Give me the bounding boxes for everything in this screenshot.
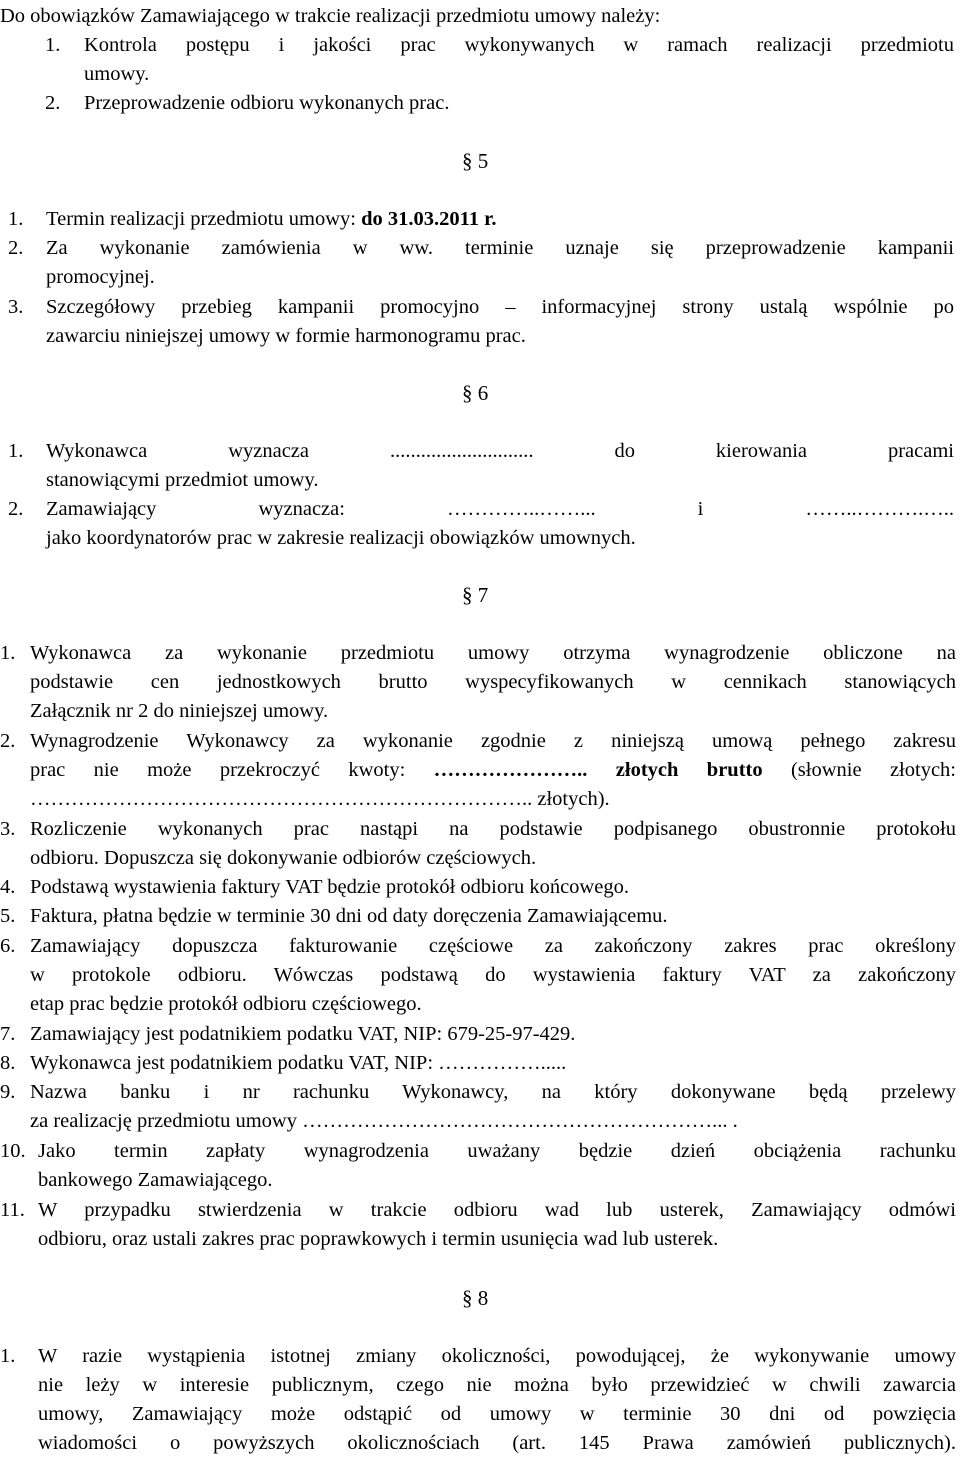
list-item-text: odbioru. Dopuszcza się dokonywanie odbiorów częściowych.: [30, 847, 537, 869]
list-item-text: Termin realizacji przedmiotu umowy: do 31.03.2011 r.: [46, 208, 497, 230]
intro-item-number: 1.: [45, 34, 61, 56]
list-item-text: Wykonawca za wykonanie przedmiotu umowy otrzyma wynagrodzenie obliczone na: [30, 642, 956, 664]
list-item-text: w protokole odbioru. Wówczas podstawą do wystawienia faktury VAT za zakończony: [30, 964, 956, 986]
list-item-number: 9.: [0, 1081, 16, 1103]
list-item-text: Jako termin zapłaty wynagrodzenia uważany będzie dzień obciążenia rachunku: [38, 1140, 956, 1162]
list-item-number: 3.: [0, 818, 16, 840]
list-item-text: nie leży w interesie publicznym, czego nie można było przewidzieć w chwili zawarcia: [38, 1374, 956, 1396]
section-heading-7: § 7: [462, 583, 489, 607]
list-item-text: W razie wystąpienia istotnej zmiany okoliczności, powodującej, że wykonywanie umowy: [38, 1345, 956, 1367]
intro-item-number: 2.: [45, 92, 61, 114]
list-item-number: 2.: [8, 498, 24, 520]
list-item-number: 4.: [0, 876, 16, 898]
list-item-text: stanowiącymi przedmiot umowy.: [46, 469, 319, 491]
intro-item-text: Przeprowadzenie odbioru wykonanych prac.: [84, 92, 450, 114]
list-item-text: Wykonawca jest podatnikiem podatku VAT, NIP: …………….....: [30, 1052, 567, 1074]
list-item-number: 10.: [0, 1140, 26, 1162]
section-heading-5: § 5: [462, 149, 489, 173]
list-item-number: 2.: [8, 237, 24, 259]
list-item-number: 3.: [8, 296, 24, 318]
list-item-text: jako koordynatorów prac w zakresie realizacji obowiązków umownych.: [46, 527, 636, 549]
section-heading-6: § 6: [462, 381, 489, 405]
list-item-text: bankowego Zamawiającego.: [38, 1169, 273, 1191]
list-item-text: Nazwa banku i nr rachunku Wykonawcy, na który dokonywane będą przelewy: [30, 1081, 956, 1103]
list-item-text: ……………………………………………………………….. złotych).: [30, 788, 610, 810]
list-item-text: Za wykonanie zamówienia w ww. terminie uznaje się przeprowadzenie kampanii: [46, 237, 954, 259]
intro-item-text: umowy.: [84, 63, 150, 85]
list-item-text: Szczegółowy przebieg kampanii promocyjno – informacyjnej strony ustalą wspólnie po: [46, 296, 954, 318]
deadline-date: do 31.03.2011 r.: [361, 208, 497, 230]
list-item-number: 2.: [0, 730, 16, 752]
amount-placeholder: ………………….. złotych brutto: [433, 759, 763, 781]
list-item-number: 1.: [0, 642, 16, 664]
list-item-number: 1.: [8, 440, 24, 462]
list-item-text: Załącznik nr 2 do niniejszej umowy.: [30, 700, 329, 722]
intro-text: Do obowiązków Zamawiającego w trakcie realizacji przedmiotu umowy należy:: [0, 5, 661, 27]
list-item-text: Rozliczenie wykonanych prac nastąpi na podstawie podpisanego obustronnie protokołu: [30, 818, 956, 840]
list-item-text: odbioru, oraz ustali zakres prac poprawkowych i termin usunięcia wad lub usterek.: [38, 1228, 719, 1250]
list-item-number: 1.: [0, 1345, 16, 1367]
list-item-number: 8.: [0, 1052, 16, 1074]
list-item-text: za realizację przedmiotu umowy ……………………………………………………... .: [30, 1110, 738, 1132]
list-item-text: Zamawiający jest podatnikiem podatku VAT, NIP: 679-25-97-429.: [30, 1023, 576, 1045]
list-item-text: Podstawą wystawienia faktury VAT będzie protokół odbioru końcowego.: [30, 876, 629, 898]
list-item-number: 1.: [8, 208, 24, 230]
list-item-text: promocyjnej.: [46, 266, 155, 288]
list-item-text: prac nie może przekroczyć kwoty: ………………….. złotych brutto (słownie złotych:: [30, 759, 956, 781]
list-item-number: 11.: [0, 1199, 25, 1221]
list-item-text: Faktura, płatna będzie w terminie 30 dni od daty doręczenia Zamawiającemu.: [30, 905, 668, 927]
list-item-number: 7.: [0, 1023, 16, 1045]
list-item-text: Wykonawca wyznacza ............................ do kierowania pracami: [46, 440, 954, 462]
list-item-text: etap prac będzie protokół odbioru częściowego.: [30, 993, 422, 1015]
list-item-number: 5.: [0, 905, 16, 927]
list-item-text: Wynagrodzenie Wykonawcy za wykonanie zgodnie z niniejszą umową pełnego zakresu: [30, 730, 956, 752]
list-item-text: podstawie cen jednostkowych brutto wyspecyfikowanych w cennikach stanowiących: [30, 671, 956, 693]
section-heading-8: § 8: [462, 1286, 489, 1310]
list-item-text: Zamawiający dopuszcza fakturowanie częściowe za zakończony zakres prac określony: [30, 935, 956, 957]
list-item-text: umowy, Zamawiający może odstąpić od umowy w terminie 30 dni od powzięcia: [38, 1403, 956, 1425]
list-item-text: Zamawiający wyznacza: …………..……... i ……..……….…..: [46, 498, 954, 520]
list-item-number: 6.: [0, 935, 16, 957]
intro-item-text: Kontrola postępu i jakości prac wykonywanych w ramach realizacji przedmiotu: [84, 34, 954, 56]
list-item-text: wiadomości o powyższych okolicznościach (art. 145 Prawa zamówień publicznych).: [38, 1432, 956, 1454]
list-item-text: W przypadku stwierdzenia w trakcie odbioru wad lub usterek, Zamawiający odmówi: [38, 1199, 956, 1221]
list-item-text: zawarciu niniejszej umowy w formie harmonogramu prac.: [46, 325, 526, 347]
